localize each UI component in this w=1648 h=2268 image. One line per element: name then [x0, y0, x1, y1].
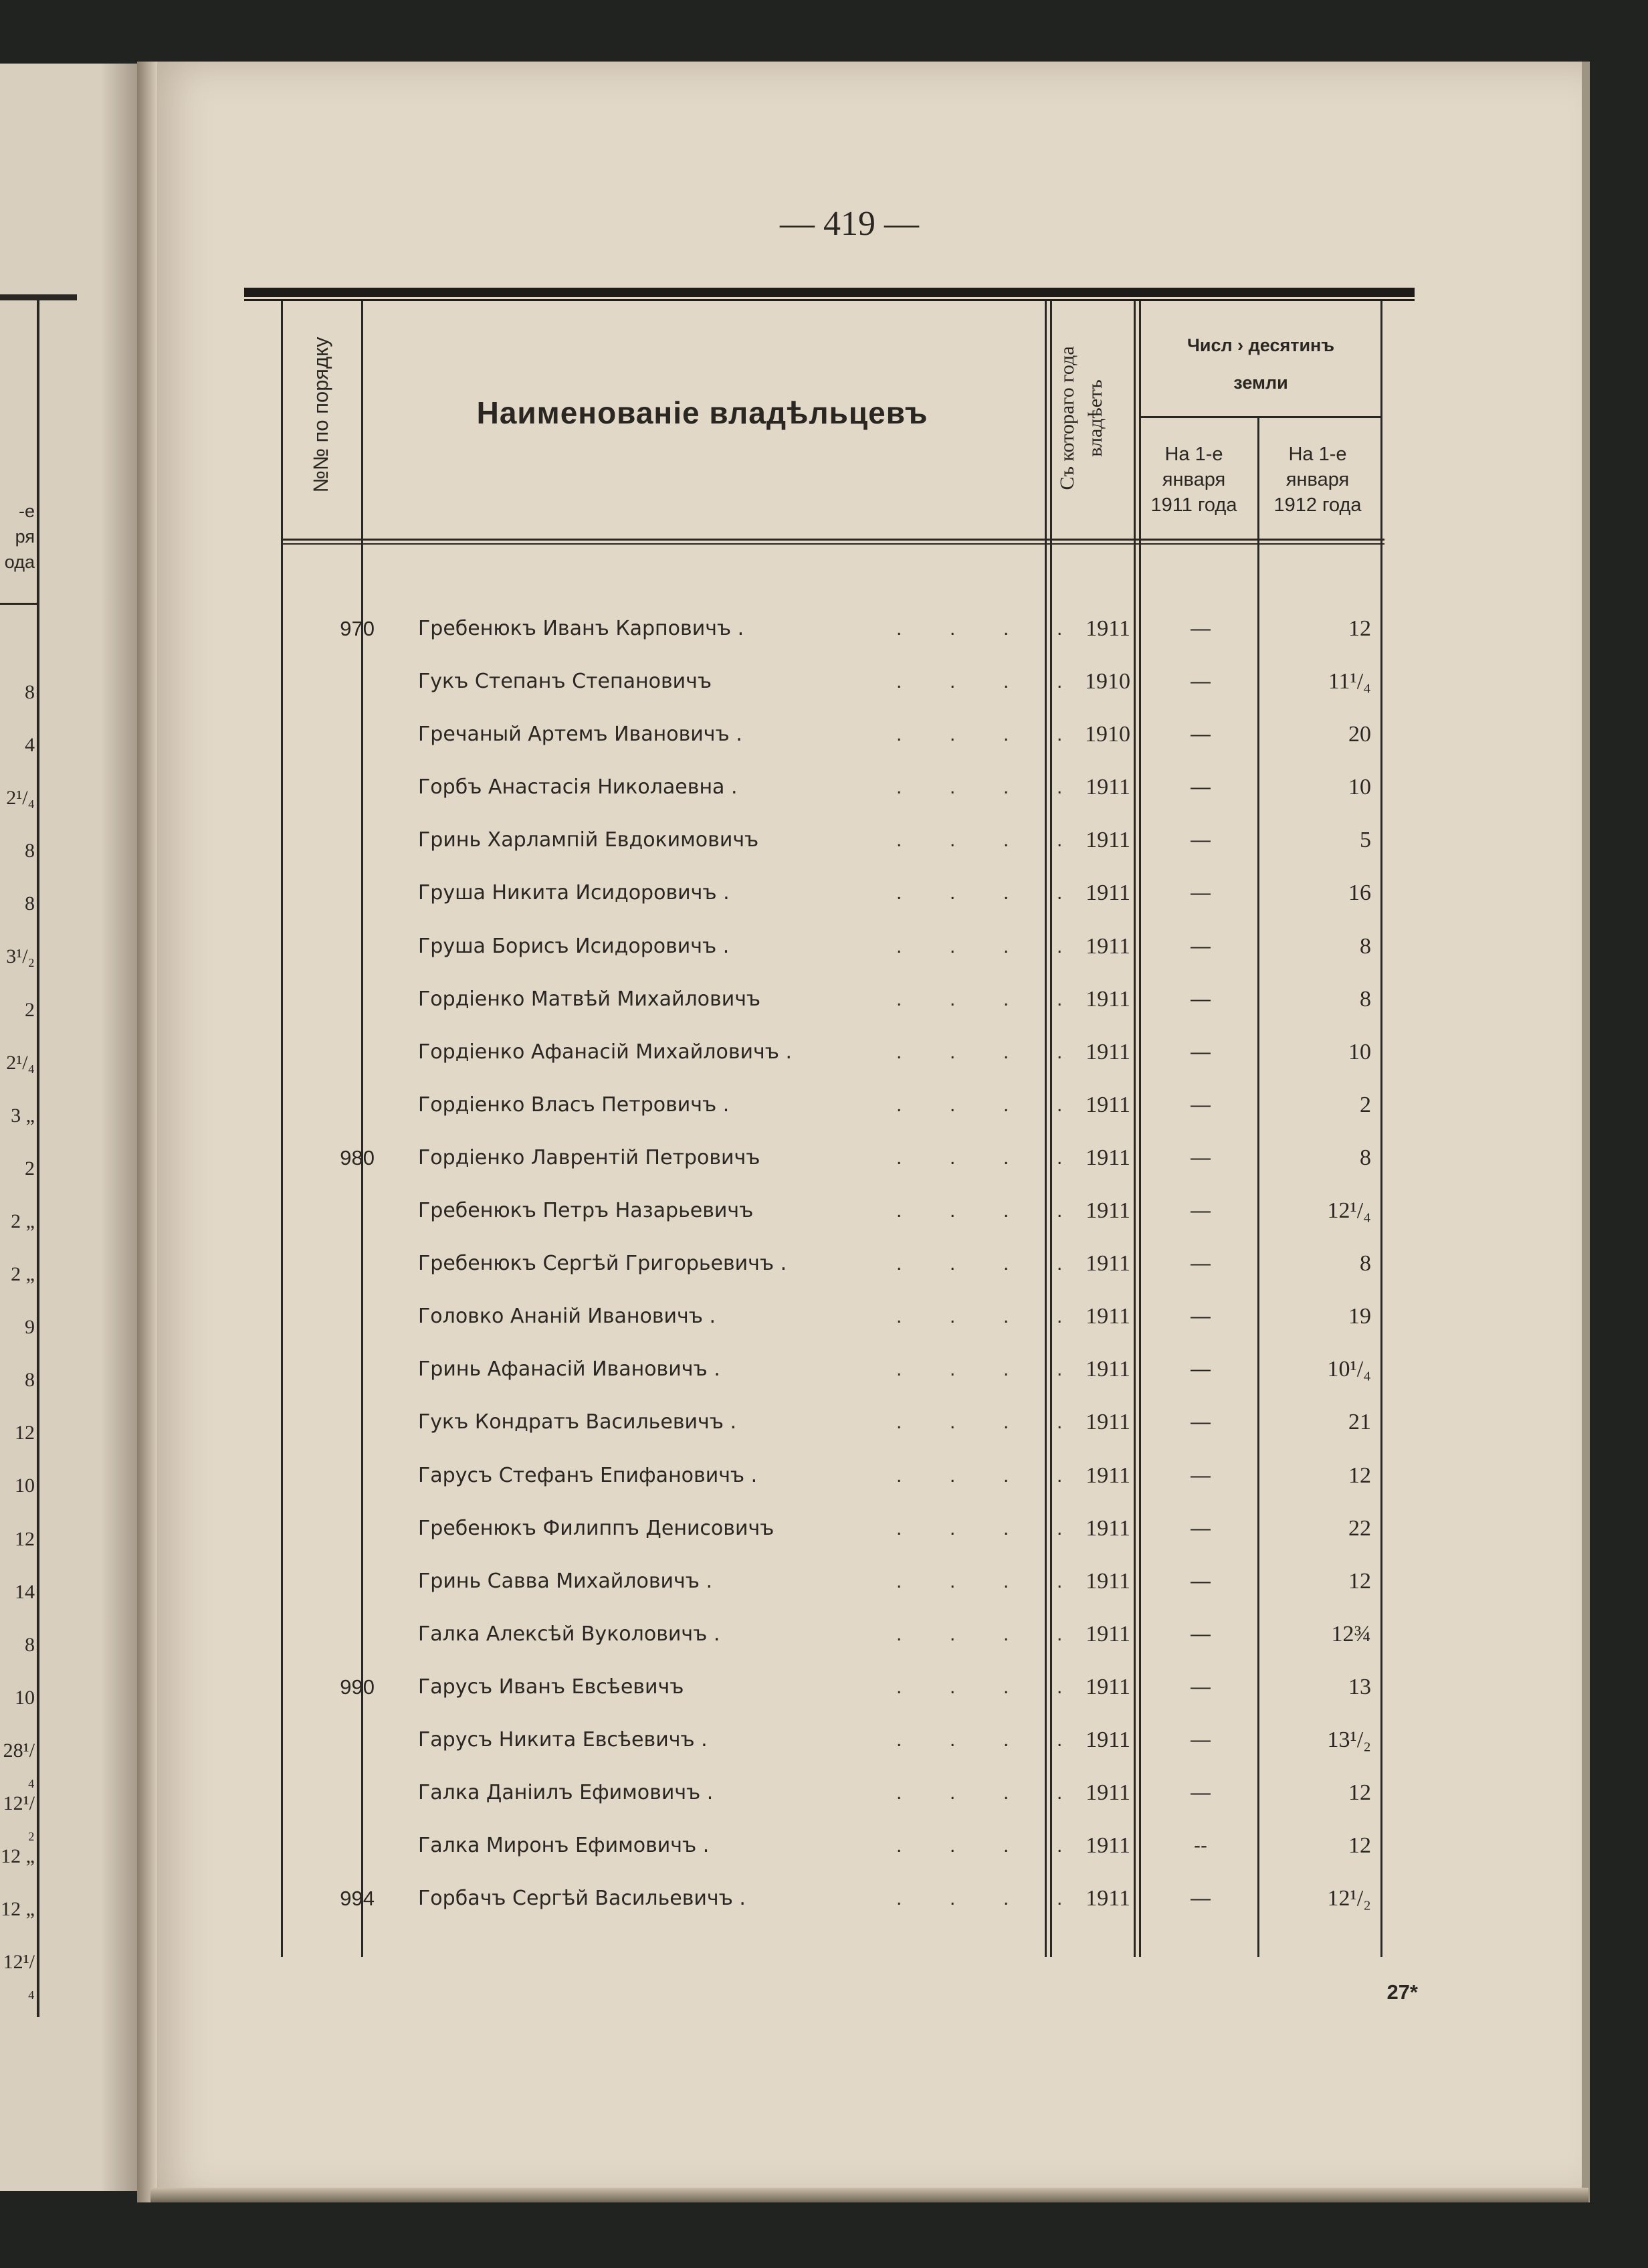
- land-1911: —: [1191, 1517, 1211, 1539]
- table-row: Галка Даніилъ Ефимовичъ . 1911 — 12 . . . .: [418, 1780, 1371, 1806]
- owner-name: Гарусъ Стефанъ Епифановичъ .: [418, 1463, 758, 1487]
- owner-name: Горбъ Анастасія Николаевна .: [418, 775, 738, 799]
- land-1911: —: [1191, 1200, 1211, 1222]
- table-row: Гарусъ Никита Евсѣевичъ . 1911 — 13¹/₂ . . . .: [418, 1727, 1371, 1752]
- left-page-value: 12: [15, 1422, 35, 1444]
- left-page-value: 4: [25, 734, 35, 757]
- owner-name: Гарусъ Иванъ Евсѣевичъ: [418, 1675, 684, 1699]
- land-1912: 8: [1360, 1145, 1371, 1170]
- left-page-value: 2¹/₄: [6, 1051, 35, 1074]
- table-row: Гребенюкъ Петръ Назарьевичъ 1911 — 12¹/₄ . . . .: [418, 1198, 1371, 1224]
- owner-name: Гордіенко Власъ Петровичъ .: [418, 1093, 730, 1117]
- table-row: Галка Алексѣй Вуколовичъ . 1911 — 12¾ . . . .: [418, 1621, 1371, 1646]
- land-1911: —: [1191, 882, 1211, 905]
- land-1911: —: [1191, 829, 1211, 852]
- left-page-value: 12 „: [1, 1845, 35, 1868]
- left-page-value: 9: [25, 1316, 35, 1339]
- owner-name: Гребенюкъ Иванъ Карповичъ .: [418, 617, 744, 640]
- left-page-value: 2: [25, 1157, 35, 1179]
- header-group-line-2: земли: [1233, 373, 1288, 393]
- land-1912: 8: [1360, 986, 1371, 1012]
- header-year-line-2: владѣетъ: [1084, 379, 1106, 457]
- land-1912: 19: [1348, 1304, 1371, 1329]
- land-1911: —: [1191, 1887, 1211, 1910]
- left-page-header-line-1: -е: [18, 501, 35, 521]
- land-1912: 12¾: [1331, 1621, 1371, 1646]
- page-number: — 419 —: [780, 205, 919, 243]
- header-1911-line-3: 1911 года: [1150, 494, 1237, 516]
- header-group: [1140, 326, 1381, 401]
- land-1912: 12: [1348, 1568, 1371, 1594]
- land-1912: 10¹/₄: [1327, 1357, 1371, 1382]
- table-row: Гукъ Кондратъ Васильевичъ . 1911 — 21 . . . .: [418, 1410, 1371, 1435]
- land-1912: 12: [1348, 1462, 1371, 1488]
- table-row: Гринь Афанасій Ивановичъ . 1911 — 10¹/₄ . . . .: [418, 1357, 1371, 1382]
- land-1911: —: [1191, 1622, 1211, 1645]
- page-bottom-edge: [150, 2188, 1588, 2202]
- owner-name: Гордіенко Матвѣй Михайловичъ: [418, 987, 761, 1011]
- header-1911-line-1: На 1-е: [1164, 444, 1223, 465]
- left-page: [0, 64, 140, 2191]
- owner-since-year: 1911: [1086, 1357, 1130, 1382]
- owner-name: Гребенюкъ Сергѣй Григорьевичъ .: [418, 1252, 787, 1276]
- land-1912: 10: [1348, 1039, 1371, 1064]
- owner-name: Гребенюкъ Петръ Назарьевичъ: [418, 1199, 754, 1223]
- owner-since-year: 1911: [1086, 1462, 1130, 1488]
- row-number: 980: [340, 1145, 375, 1169]
- table-row: Гребенюкъ Филиппъ Денисовичъ 1911 — 22 . . . .: [418, 1515, 1371, 1541]
- left-page-value: 8: [25, 1369, 35, 1392]
- owner-name: Гукъ Степанъ Степановичъ: [418, 670, 712, 694]
- left-page-value: 12 „: [1, 1898, 35, 1921]
- left-page-header: [0, 498, 35, 575]
- land-1911: —: [1191, 1464, 1211, 1487]
- owner-name: Груша Никита Исидоровичъ .: [418, 881, 730, 905]
- header-bottom-rule-thin: [281, 543, 1384, 545]
- land-1911: —: [1191, 1782, 1211, 1804]
- table-row: Горбъ Анастасія Николаевна . 1911 — 10 . . . .: [418, 775, 1371, 800]
- land-1911: —: [1191, 1252, 1211, 1275]
- table-row: Гарусъ Стефанъ Епифановичъ . 1911 — 12 . . . .: [418, 1462, 1371, 1488]
- signature-mark: 27*: [1386, 1980, 1418, 2004]
- owner-since-year: 1911: [1086, 1833, 1130, 1859]
- header-name: Наименованіе владѣльцевъ: [476, 395, 928, 430]
- land-1911: —: [1191, 1093, 1211, 1116]
- header-1911-line-2: января: [1162, 469, 1226, 490]
- owner-name: Гринь Афанасій Ивановичъ .: [418, 1357, 720, 1382]
- land-1911: —: [1191, 776, 1211, 799]
- land-1912: 13¹/₂: [1327, 1727, 1371, 1752]
- owner-since-year: 1911: [1086, 1304, 1130, 1329]
- left-page-values: [0, 679, 35, 2002]
- land-1911: --: [1194, 1834, 1207, 1857]
- owner-name: Гордіенко Лаврентій Петровичъ: [418, 1145, 760, 1169]
- table-row: Гребенюкъ Сергѣй Григорьевичъ . 1911 — 8 . . . .: [418, 1251, 1371, 1277]
- land-1911: —: [1191, 1675, 1211, 1698]
- table-row: 980 Гордіенко Лаврентій Петровичъ 1911 — 8 . . . .: [281, 1145, 1384, 1198]
- land-1912: 11¹/₄: [1328, 669, 1371, 694]
- land-1912: 2: [1360, 1092, 1371, 1117]
- land-1912: 10: [1348, 775, 1371, 800]
- land-1912: 22: [1348, 1515, 1371, 1541]
- owner-since-year: 1911: [1086, 880, 1130, 906]
- header-year: [1053, 298, 1120, 539]
- left-page-header-line-3: ода: [4, 552, 35, 572]
- left-page-value: 12¹/₄: [3, 1951, 35, 2000]
- left-page-value: 8: [25, 681, 35, 703]
- left-page-value: 3 „: [11, 1104, 35, 1127]
- owner-since-year: 1911: [1086, 1092, 1130, 1117]
- owner-since-year: 1911: [1086, 1145, 1130, 1170]
- owner-since-year: 1911: [1086, 1410, 1130, 1435]
- header-1912: [1257, 442, 1378, 518]
- left-page-value: 2 „: [11, 1263, 35, 1286]
- table-row: Гринь Савва Михайловичъ . 1911 — 12 . . . .: [418, 1568, 1371, 1594]
- left-page-header-line-2: ря: [15, 527, 35, 547]
- land-1912: 13: [1348, 1674, 1371, 1699]
- header-1912-line-3: 1912 года: [1273, 494, 1362, 516]
- owner-name: Галка Алексѣй Вуколовичъ .: [418, 1622, 720, 1646]
- owner-name: Гордіенко Афанасій Михайловичъ .: [418, 1040, 792, 1064]
- owner-name: Гречаный Артемъ Ивановичъ .: [418, 723, 742, 747]
- owner-since-year: 1911: [1086, 1251, 1130, 1277]
- land-1912: 5: [1360, 828, 1371, 853]
- owner-name: Гребенюкъ Филиппъ Денисовичъ: [418, 1516, 775, 1540]
- left-page-value: 10: [15, 1475, 35, 1497]
- land-1912: 20: [1348, 722, 1371, 747]
- table-row: Гордіенко Власъ Петровичъ . 1911 — 2 . . . .: [418, 1092, 1371, 1117]
- table-row: Галка Миронъ Ефимовичъ . 1911 -- 12 . . . .: [418, 1833, 1371, 1859]
- owner-since-year: 1911: [1086, 1674, 1130, 1699]
- header-num: №№ по порядку: [309, 337, 332, 493]
- land-1912: 12¹/₄: [1327, 1198, 1371, 1224]
- land-1911: —: [1191, 670, 1211, 693]
- owner-name: Гринь Харлампій Евдокимовичъ: [418, 828, 759, 852]
- owner-since-year: 1911: [1086, 1568, 1130, 1594]
- owner-since-year: 1911: [1086, 933, 1130, 959]
- table-row: Гринь Харлампій Евдокимовичъ 1911 — 5 . . . .: [418, 828, 1371, 853]
- table-row: Гречаный Артемъ Ивановичъ . 1910 — 20 . . . .: [418, 722, 1371, 747]
- table-row: Гордіенко Афанасій Михайловичъ . 1911 — 10 . . . .: [418, 1039, 1371, 1064]
- table-top-rule: [244, 288, 1415, 297]
- owner-since-year: 1911: [1086, 1515, 1130, 1541]
- land-1912: 16: [1348, 880, 1371, 906]
- owner-name: Горбачъ Сергѣй Васильевичъ .: [418, 1887, 746, 1911]
- table-row: 990 Гарусъ Иванъ Евсѣевичъ 1911 — 13 . . . .: [281, 1674, 1384, 1727]
- left-page-column-line: [37, 298, 39, 2017]
- land-1911: —: [1191, 1570, 1211, 1592]
- owner-name: Галка Даніилъ Ефимовичъ .: [418, 1781, 714, 1805]
- land-1911: —: [1191, 935, 1211, 957]
- row-number: 970: [340, 617, 375, 640]
- left-page-value: 2¹/₄: [6, 787, 35, 810]
- land-1912: 12: [1348, 1833, 1371, 1859]
- land-1912: 12: [1348, 616, 1371, 641]
- table-top-rule-thin: [244, 299, 1415, 301]
- header-1912-line-1: На 1-е: [1288, 444, 1347, 465]
- left-page-shadow: [100, 64, 140, 2191]
- left-page-header-line: [0, 603, 37, 605]
- land-1912: 8: [1360, 933, 1371, 959]
- owner-since-year: 1911: [1086, 1039, 1130, 1064]
- left-page-value: 8: [25, 840, 35, 862]
- left-page-value: 3¹/₂: [6, 945, 35, 968]
- owner-since-year: 1911: [1086, 1621, 1130, 1646]
- left-page-value: 12: [15, 1527, 35, 1550]
- owner-since-year: 1911: [1086, 775, 1130, 800]
- left-page-value: 12¹/₂: [3, 1792, 35, 1841]
- owner-since-year: 1911: [1086, 1727, 1130, 1752]
- table-row: Гордіенко Матвѣй Михайловичъ 1911 — 8 . . . .: [418, 986, 1371, 1012]
- left-page-value: 28¹/₄: [3, 1739, 35, 1788]
- owner-name: Груша Борисъ Исидоровичъ .: [418, 934, 730, 958]
- land-1912: 12¹/₂: [1327, 1886, 1371, 1911]
- table-row: Головко Ананій Ивановичъ . 1911 — 19 . . . .: [418, 1304, 1371, 1329]
- header-1911: [1134, 442, 1254, 518]
- land-1911: —: [1191, 1411, 1211, 1434]
- owner-since-year: 1911: [1086, 1886, 1130, 1911]
- owner-since-year: 1910: [1085, 669, 1130, 694]
- header-bottom-rule: [281, 539, 1384, 541]
- land-1912: 21: [1348, 1410, 1371, 1435]
- header-group-rule: [1140, 416, 1381, 418]
- left-page-value: 2: [25, 998, 35, 1021]
- book-gutter: [137, 62, 157, 2202]
- owner-since-year: 1911: [1086, 828, 1130, 853]
- row-number: 994: [340, 1887, 375, 1911]
- land-1911: —: [1191, 618, 1211, 640]
- row-number: 990: [340, 1675, 375, 1699]
- land-1911: —: [1191, 1040, 1211, 1063]
- table-row: 994 Горбачъ Сергѣй Васильевичъ . 1911 — 12¹/₂ . . . .: [281, 1885, 1384, 1938]
- left-page-value: 2 „: [11, 1210, 35, 1232]
- owner-name: Гарусъ Никита Евсѣевичъ .: [418, 1727, 708, 1752]
- owner-since-year: 1910: [1085, 722, 1130, 747]
- header-year-line-1: Съ котораго года: [1056, 346, 1078, 490]
- table-row: 970 Гребенюкъ Иванъ Карповичъ . 1911 — 12 . . . .: [281, 616, 1384, 668]
- land-1911: —: [1191, 1728, 1211, 1751]
- land-1911: —: [1191, 1305, 1211, 1328]
- owner-since-year: 1911: [1086, 986, 1130, 1012]
- header-group-line-1: Числ › десятинъ: [1187, 335, 1335, 355]
- land-1911: —: [1191, 1146, 1211, 1169]
- left-page-value: 8: [25, 892, 35, 915]
- owner-since-year: 1911: [1086, 1198, 1130, 1224]
- owner-name: Головко Ананій Ивановичъ .: [418, 1305, 716, 1329]
- table-row: Гукъ Степанъ Степановичъ 1910 — 11¹/₄ . . . .: [418, 669, 1371, 694]
- table-body: [281, 616, 1384, 1938]
- land-1912: 12: [1348, 1780, 1371, 1806]
- land-1912: 8: [1360, 1251, 1371, 1277]
- left-page-value: 14: [15, 1580, 35, 1603]
- owner-name: Гринь Савва Михайловичъ .: [418, 1569, 712, 1593]
- owner-since-year: 1911: [1086, 1780, 1130, 1806]
- land-1911: —: [1191, 1358, 1211, 1381]
- left-page-value: 8: [25, 1633, 35, 1656]
- land-1911: —: [1191, 723, 1211, 746]
- land-1911: —: [1191, 987, 1211, 1010]
- left-page-value: 10: [15, 1686, 35, 1709]
- table-row: Груша Никита Исидоровичъ . 1911 — 16 . . . .: [418, 880, 1371, 906]
- owner-name: Гукъ Кондратъ Васильевичъ .: [418, 1410, 736, 1434]
- page-edge: [1582, 62, 1590, 2202]
- table-row: Груша Борисъ Исидоровичъ . 1911 — 8 . . . .: [418, 933, 1371, 959]
- owner-since-year: 1911: [1086, 616, 1130, 641]
- owner-name: Галка Миронъ Ефимовичъ .: [418, 1834, 710, 1858]
- header-1912-line-2: января: [1285, 469, 1350, 490]
